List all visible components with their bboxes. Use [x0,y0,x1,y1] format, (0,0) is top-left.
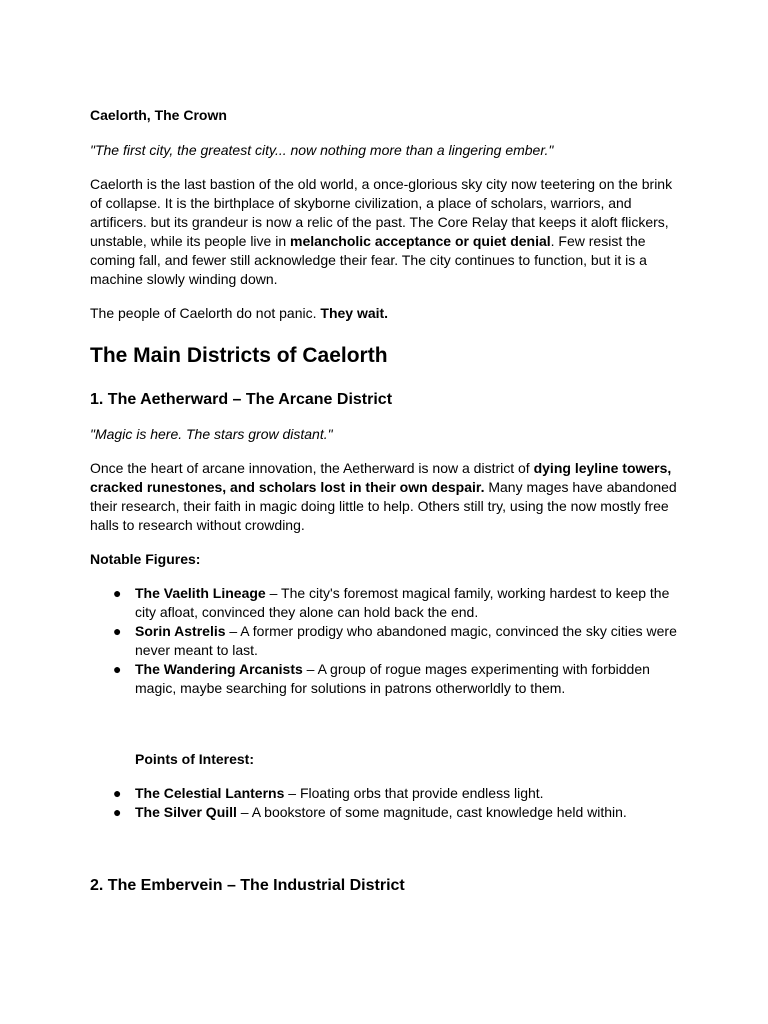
district-1-desc-start: Once the heart of arcane innovation, the Aetherward is now a district of [90,460,534,476]
intro-text-start: Caelorth is the last bastion of the old world, a once-glorious sky city now teetering on the brink of collapse. It is the birthplace of skyborne civilization, a place of scholars, warriors, and artificers. but its grandeur is now a relic of the past. The Core Relay that keeps it aloft flickers, unstable, while its people live in [90,176,673,249]
document-page [90,106,680,911]
intro-text-end: . Few resist the coming fall, and fewer still acknowledge their fear. The city continues to function, but it is a machine slowly winding down. [90,233,647,287]
district-2-heading: 2. The Embervein – The Industrial District [90,877,405,894]
wait-emphasis: They wait. [320,305,389,321]
bullet-icon: ● [113,661,122,677]
list-item [113,784,680,803]
notable-figures-list [90,584,680,698]
points-of-interest-label: Points of Interest: [135,751,255,767]
district-1-quote: "Magic is here. The stars grow distant." [90,426,333,442]
figure-name: The Vaelith Lineage [135,585,266,601]
list-item [113,803,680,822]
notable-figures-label: Notable Figures: [90,551,201,567]
main-districts-heading: The Main Districts of Caelorth [90,344,388,367]
document-title: Caelorth, The Crown [90,107,227,123]
intro-emphasis: melancholic acceptance or quiet denial [290,233,551,249]
figure-text: – A former prodigy who abandoned magic, convinced the sky cities were never meant to last. [135,623,677,658]
figure-text: – The city's foremost magical family, working hardest to keep the city afloat, convinced they alone can hold back the end. [135,585,670,620]
poi-text: – Floating orbs that provide endless light. [284,785,544,801]
figure-name: Sorin Astrelis [135,623,226,639]
bullet-icon: ● [113,623,122,639]
district-1-desc-end: Many mages have abandoned their research, their faith in magic doing little to help. Others still try, using the now mostly free halls to research without crowding. [90,479,677,533]
points-of-interest-list [90,784,680,822]
figure-text: – A group of rogue mages experimenting with forbidden magic, maybe searching for solutions in patrons otherworldly to them. [135,661,650,696]
wait-text: The people of Caelorth do not panic. [90,305,321,321]
poi-name: The Silver Quill [135,804,237,820]
poi-text: – A bookstore of some magnitude, cast knowledge held within. [236,804,627,820]
list-item [113,622,680,660]
district-1-description [90,459,680,535]
figure-name: The Wandering Arcanists [135,661,303,677]
wait-paragraph [90,304,680,323]
district-1-desc-emphasis: dying leyline towers, cracked runestones, and scholars lost in their own despair. [90,460,672,495]
bullet-icon: ● [113,585,122,601]
bullet-icon: ● [113,804,122,820]
list-item [113,584,680,622]
list-item [113,660,680,698]
bullet-icon: ● [113,785,122,801]
epigraph-quote: "The first city, the greatest city... now nothing more than a lingering ember." [90,142,554,158]
district-1-heading: 1. The Aetherward – The Arcane District [90,391,393,408]
intro-paragraph [90,175,680,289]
poi-name: The Celestial Lanterns [135,785,285,801]
